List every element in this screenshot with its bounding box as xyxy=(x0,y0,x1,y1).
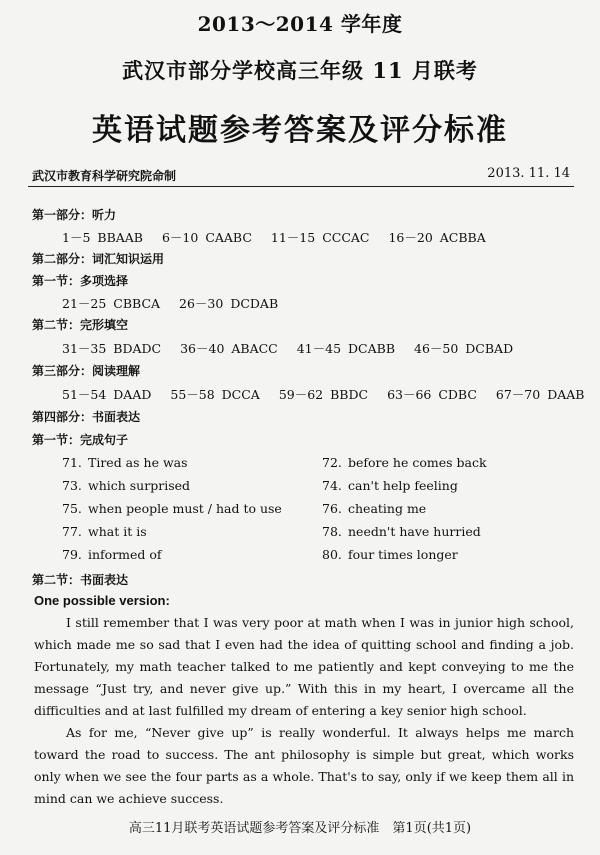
item-text: needn't have hurried xyxy=(348,524,481,539)
answer-group: 59－62 BBDC xyxy=(278,387,369,402)
issuing-organization: 武汉市教育科学研究院命制 xyxy=(32,169,177,183)
item-text: what it is xyxy=(88,524,147,539)
answer-group: 63－66 CDBC xyxy=(387,387,477,402)
item-text: before he comes back xyxy=(348,455,487,470)
answer-group: 16－20 ACBBA xyxy=(388,230,486,245)
part3-heading: 第三部分：阅读理解 xyxy=(32,364,141,378)
answer-group: 6－10 CAABC xyxy=(161,230,252,245)
answer-group: 31－35 BDADC xyxy=(62,341,162,356)
part2-sec1-answers xyxy=(62,294,290,312)
sentence-answer xyxy=(322,547,458,562)
item-number: 74. xyxy=(322,478,342,493)
item-text: four times longer xyxy=(348,547,458,562)
sentence-answer xyxy=(62,478,190,493)
answer-group: 26－30 DCDAB xyxy=(179,296,279,311)
item-number: 73. xyxy=(62,478,82,493)
sentence-answer xyxy=(62,524,147,539)
part4-sec1-heading: 第一节：完成句子 xyxy=(32,433,129,447)
item-number: 72. xyxy=(322,455,342,470)
sentence-answer xyxy=(322,524,481,539)
item-text: Tired as he was xyxy=(88,455,188,470)
school-year: 2013～2014 学年度 xyxy=(197,12,403,36)
item-text: cheating me xyxy=(348,501,427,516)
item-text: informed of xyxy=(88,547,162,562)
part1-heading: 第一部分：听力 xyxy=(32,208,117,222)
sentence-answer xyxy=(322,478,458,493)
sentence-answer xyxy=(62,547,162,562)
answer-group: 36－40 ABACC xyxy=(180,341,278,356)
part3-answers xyxy=(62,385,596,403)
exam-name: 武汉市部分学校高三年级 11 月联考 xyxy=(122,58,478,83)
document-title: 英语试题参考答案及评分标准 xyxy=(92,113,508,148)
answer-group: 67－70 DAAB xyxy=(495,387,585,402)
part1-answers xyxy=(62,228,498,246)
item-number: 78. xyxy=(322,524,342,539)
essay-paragraph: I still remember that I was very poor at math when I was in junior high school, which made me so sad that I even had the idea of quitting school and finding a job. Fortunately, my math teacher talked to me patiently and kept conveying to me the message “Just try, and never give up.” With this in my heart, I overcame all the difficulties and at last fulfilled my dream of entering a key senior high school. xyxy=(34,615,574,718)
item-text: can't help feeling xyxy=(348,478,458,493)
item-text: which surprised xyxy=(88,478,191,493)
part4-sec2-heading: 第二节：书面表达 xyxy=(32,573,129,587)
part2-heading: 第二部分：词汇知识运用 xyxy=(32,252,165,266)
part2-sec2-answers xyxy=(62,339,525,357)
answer-group: 41－45 DCABB xyxy=(296,341,396,356)
item-text: when people must / had to use xyxy=(88,501,282,516)
part4-heading: 第四部分：书面表达 xyxy=(32,410,141,424)
sample-essay xyxy=(34,612,574,810)
answer-group: 55－58 DCCA xyxy=(170,387,260,402)
part2-sec2-heading: 第二节：完形填空 xyxy=(32,318,129,332)
answer-group: 21－25 CBBCA xyxy=(62,296,161,311)
item-number: 80. xyxy=(322,547,342,562)
sentence-answer xyxy=(62,501,282,516)
answer-group: 11－15 CCCAC xyxy=(270,230,370,245)
part2-sec1-heading: 第一节：多项选择 xyxy=(32,274,129,288)
issue-date: 2013. 11. 14 xyxy=(487,166,570,181)
sentence-answer xyxy=(322,501,426,516)
page-footer: 高三11月联考英语试题参考答案及评分标准 第1页(共1页) xyxy=(128,821,472,836)
sentence-answer xyxy=(62,455,188,470)
essay-paragraph: As for me, “Never give up” is really wonderful. It always helps me march toward the road to success. The ant philosophy is simple but great, which works only when we see the four parts as a whole. That's to say, only if we keep them all in mind can we achieve success. xyxy=(34,725,574,806)
item-number: 77. xyxy=(62,524,82,539)
item-number: 79. xyxy=(62,547,82,562)
item-number: 75. xyxy=(62,501,82,516)
answer-group: 1－5 BBAAB xyxy=(62,230,143,245)
answer-group: 46－50 DCBAD xyxy=(414,341,514,356)
sentence-answer xyxy=(322,455,487,470)
version-label: One possible version: xyxy=(34,593,170,608)
item-number: 71. xyxy=(62,455,82,470)
answer-group: 51－54 DAAD xyxy=(62,387,152,402)
item-number: 76. xyxy=(322,501,342,516)
header-divider xyxy=(28,186,574,187)
